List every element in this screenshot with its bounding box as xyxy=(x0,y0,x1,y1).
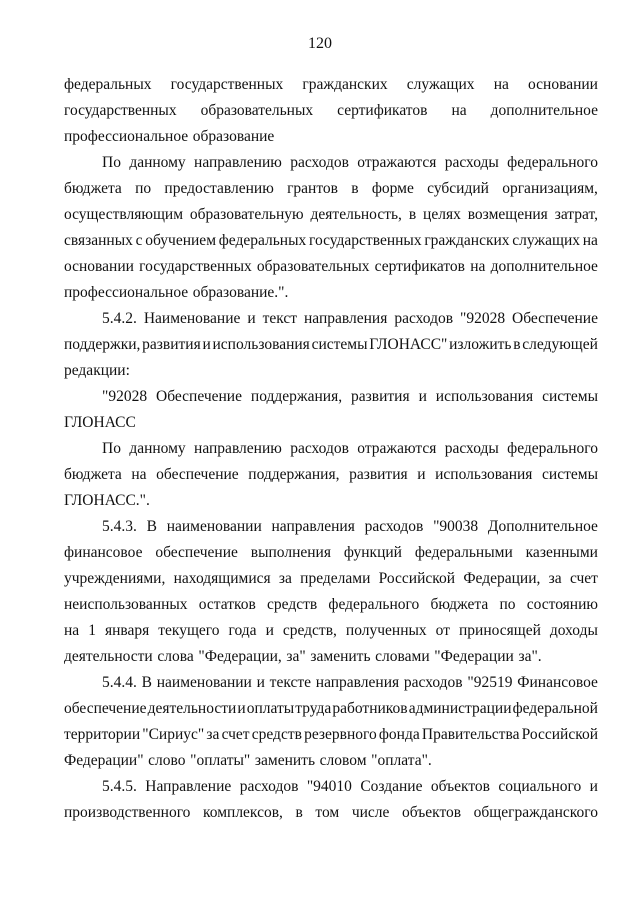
word: расходы xyxy=(444,440,499,457)
word: по xyxy=(135,180,152,197)
word: Правительства xyxy=(421,726,520,743)
text-line xyxy=(64,124,598,150)
word: словами xyxy=(375,648,430,665)
word: развития xyxy=(142,336,201,353)
word: поддержания, xyxy=(250,388,343,405)
word: ГЛОНАСС xyxy=(64,414,136,431)
word: расходов xyxy=(290,440,349,457)
word: приносящей xyxy=(459,622,541,639)
word: основании xyxy=(64,258,134,275)
word: Финансовое xyxy=(517,674,598,691)
word: состоянию xyxy=(526,596,598,613)
word: на xyxy=(582,232,598,249)
word: и xyxy=(247,310,256,327)
text-line xyxy=(64,358,598,384)
word: и xyxy=(417,466,426,483)
text-line xyxy=(64,280,598,306)
word: форме xyxy=(371,180,414,197)
text-line xyxy=(64,176,598,202)
word: "Федерации, xyxy=(198,648,282,665)
word: на xyxy=(64,622,80,639)
word: сертификатов xyxy=(337,102,428,119)
word: направления xyxy=(315,674,400,691)
word: расходов xyxy=(239,778,299,795)
word: использования xyxy=(212,336,310,353)
text-line xyxy=(64,384,598,410)
word: социального xyxy=(498,778,582,795)
word: функций xyxy=(343,544,402,561)
word: наименовании xyxy=(166,518,262,535)
word: оплаты xyxy=(246,700,295,717)
word: затрат, xyxy=(554,206,598,223)
word: организациям, xyxy=(502,180,598,197)
word: сертификатов xyxy=(374,258,465,275)
word: грантов xyxy=(287,180,338,197)
word: По xyxy=(102,440,121,457)
word: за". xyxy=(518,648,542,665)
word: на xyxy=(451,102,467,119)
document-body xyxy=(64,72,598,826)
word: образовательную xyxy=(189,206,304,223)
word: с xyxy=(135,232,143,249)
text-line xyxy=(64,566,598,592)
word: ГЛОНАСС.". xyxy=(64,492,150,509)
word: Российской xyxy=(521,726,598,743)
word: комплексов, xyxy=(203,804,283,821)
word: служащих xyxy=(512,232,580,249)
text-line xyxy=(64,670,598,696)
word: объектов xyxy=(430,778,490,795)
word: обеспечение xyxy=(64,700,147,717)
word: целях xyxy=(423,206,461,223)
word: федеральными xyxy=(414,544,513,561)
word: производственного xyxy=(64,804,191,821)
word: января xyxy=(104,622,150,639)
word: от xyxy=(435,622,450,639)
word: профессиональное xyxy=(64,284,189,301)
word: "90038 xyxy=(433,518,479,535)
word: в xyxy=(295,804,303,821)
word: "Федерации xyxy=(434,648,514,665)
word: "оплата". xyxy=(371,752,432,769)
word: 5.4.4. xyxy=(102,674,137,691)
word: использования xyxy=(435,388,534,405)
word: системы xyxy=(542,388,598,405)
word: средств, xyxy=(282,622,337,639)
word: и xyxy=(589,778,598,795)
word: учреждениями, xyxy=(64,570,166,587)
word: на xyxy=(131,466,147,483)
word: отражаются xyxy=(357,440,437,457)
word: и xyxy=(237,700,246,717)
word: администрации xyxy=(408,700,512,717)
word: государственных xyxy=(308,232,422,249)
word: дополнительное xyxy=(490,102,598,119)
word: обучением xyxy=(145,232,216,249)
word: словом xyxy=(319,752,367,769)
word: федеральных xyxy=(218,232,307,249)
word: поддержки, xyxy=(64,336,141,353)
text-line xyxy=(64,592,598,618)
word: неиспользованных xyxy=(64,596,188,613)
word: числе xyxy=(351,804,390,821)
word: расходов xyxy=(403,674,463,691)
word: направлению xyxy=(194,154,282,171)
word: территории xyxy=(64,726,141,743)
word: и xyxy=(202,336,211,353)
word: "94010 xyxy=(306,778,352,795)
text-line xyxy=(64,644,598,670)
word: Обеспечение xyxy=(156,388,242,405)
text-line xyxy=(64,72,598,98)
word: ГЛОНАСС" xyxy=(369,336,448,353)
word: остатков xyxy=(198,596,256,613)
word: "92519 xyxy=(467,674,513,691)
word: на xyxy=(470,258,486,275)
text-line xyxy=(64,254,598,280)
word: за" xyxy=(286,648,306,665)
word: 5.4.5. xyxy=(102,778,137,795)
word: предоставлению xyxy=(164,180,274,197)
word: Направление xyxy=(145,778,232,795)
word: за xyxy=(206,726,220,743)
word: Обеспечение xyxy=(512,310,598,327)
word: находящимися xyxy=(173,570,271,587)
word: деятельности xyxy=(64,648,153,665)
word: и xyxy=(265,622,274,639)
word: направления xyxy=(304,310,388,327)
word: отражаются xyxy=(357,154,437,171)
word: бюджета xyxy=(64,466,122,483)
word: Дополнительное xyxy=(487,518,598,535)
word: образование.". xyxy=(192,284,289,301)
word: за xyxy=(278,570,292,587)
word: служащих xyxy=(406,76,475,93)
word: данному xyxy=(129,154,186,171)
word: следующей xyxy=(522,336,598,353)
word: основании xyxy=(528,76,598,93)
text-line xyxy=(64,436,598,462)
word: федерального xyxy=(328,596,420,613)
word: федеральной xyxy=(512,700,598,717)
word: "Сириус" xyxy=(142,726,205,743)
word: федерального xyxy=(507,440,598,457)
word: профессиональное xyxy=(64,128,189,145)
word: деятельности xyxy=(147,700,237,717)
word: развития xyxy=(351,388,410,405)
word: направлению xyxy=(194,440,282,457)
text-line xyxy=(64,540,598,566)
word: поддержания, xyxy=(248,466,340,483)
text-line xyxy=(64,462,598,488)
word: "оплаты" xyxy=(190,752,251,769)
text-line xyxy=(64,98,598,124)
word: счет xyxy=(569,570,598,587)
word: слова xyxy=(157,648,194,665)
word: Федерации" xyxy=(64,752,144,769)
word: казенными xyxy=(525,544,598,561)
word: объектов xyxy=(401,804,462,821)
word: обеспечение xyxy=(156,466,239,483)
word: общегражданского xyxy=(473,804,598,821)
word: выполнения xyxy=(250,544,331,561)
word: текущего xyxy=(158,622,220,639)
word: направления xyxy=(271,518,355,535)
word: текст xyxy=(262,310,298,327)
text-line xyxy=(64,748,598,774)
text-line xyxy=(64,488,598,514)
word: труда xyxy=(295,700,332,717)
word: бюджета xyxy=(430,596,489,613)
word: Российской xyxy=(378,570,456,587)
word: средств xyxy=(267,596,318,613)
word: пределами xyxy=(300,570,371,587)
word: расходов xyxy=(394,310,454,327)
word: 5.4.2. xyxy=(102,310,137,327)
word: наименовании xyxy=(156,674,252,691)
word: осуществляющим xyxy=(64,206,184,223)
text-line xyxy=(64,722,598,748)
word: государственных xyxy=(64,102,177,119)
text-line xyxy=(64,306,598,332)
page-number: 120 xyxy=(308,35,332,52)
word: обеспечение xyxy=(155,544,238,561)
word: "92028 xyxy=(460,310,506,327)
word: Федерации, xyxy=(463,570,541,587)
word: развития xyxy=(349,466,408,483)
word: связанных xyxy=(64,232,133,249)
word: 5.4.3. xyxy=(102,518,137,535)
word: фонда xyxy=(378,726,420,743)
word: года xyxy=(228,622,257,639)
text-line xyxy=(64,696,598,722)
word: расходов xyxy=(364,518,424,535)
text-line xyxy=(64,514,598,540)
word: федеральных xyxy=(64,76,152,93)
word: в xyxy=(408,206,417,223)
word: финансовое xyxy=(64,544,143,561)
text-line xyxy=(64,800,598,826)
word: дополнительное xyxy=(490,258,598,275)
word: резервного xyxy=(304,726,377,743)
word: данному xyxy=(129,440,186,457)
word: В xyxy=(141,674,152,691)
word: использования xyxy=(435,466,533,483)
word: субсидий xyxy=(427,180,489,197)
text-line xyxy=(64,150,598,176)
word: в xyxy=(351,180,359,197)
word: изложить xyxy=(449,336,512,353)
text-line xyxy=(64,202,598,228)
word: том xyxy=(315,804,340,821)
word: и xyxy=(418,388,427,405)
word: деятельность, xyxy=(310,206,402,223)
word: редакции: xyxy=(64,362,130,379)
word: 1 xyxy=(88,622,96,639)
text-line xyxy=(64,410,598,436)
word: расходы xyxy=(444,154,499,171)
word: По xyxy=(102,154,121,171)
word: работников xyxy=(332,700,408,717)
word: Создание xyxy=(360,778,423,795)
word: по xyxy=(499,596,516,613)
text-line xyxy=(64,332,598,358)
word: образовательных xyxy=(200,102,314,119)
text-line xyxy=(64,774,598,800)
word: тексте xyxy=(269,674,312,691)
word: бюджета xyxy=(64,180,122,197)
word: государственных xyxy=(139,258,252,275)
word: образовательных xyxy=(256,258,370,275)
text-line xyxy=(64,618,598,644)
word: на xyxy=(493,76,509,93)
word: за xyxy=(548,570,562,587)
word: системы xyxy=(542,466,598,483)
word: "92028 xyxy=(102,388,148,405)
word: государственных xyxy=(170,76,284,93)
word: Наименование xyxy=(143,310,241,327)
word: гражданских xyxy=(424,232,510,249)
word: образование xyxy=(192,128,275,145)
word: заменить xyxy=(310,648,371,665)
word: возмещения xyxy=(467,206,548,223)
word: доходы xyxy=(549,622,598,639)
word: в xyxy=(513,336,521,353)
word: расходов xyxy=(290,154,349,171)
word: и xyxy=(256,674,265,691)
word: слово xyxy=(148,752,186,769)
word: системы xyxy=(311,336,368,353)
text-line xyxy=(64,228,598,254)
word: В xyxy=(146,518,157,535)
word: средств xyxy=(251,726,302,743)
word: гражданских xyxy=(302,76,388,93)
word: полученных xyxy=(345,622,427,639)
word: федерального xyxy=(507,154,598,171)
word: счет xyxy=(221,726,250,743)
word: заменить xyxy=(254,752,316,769)
